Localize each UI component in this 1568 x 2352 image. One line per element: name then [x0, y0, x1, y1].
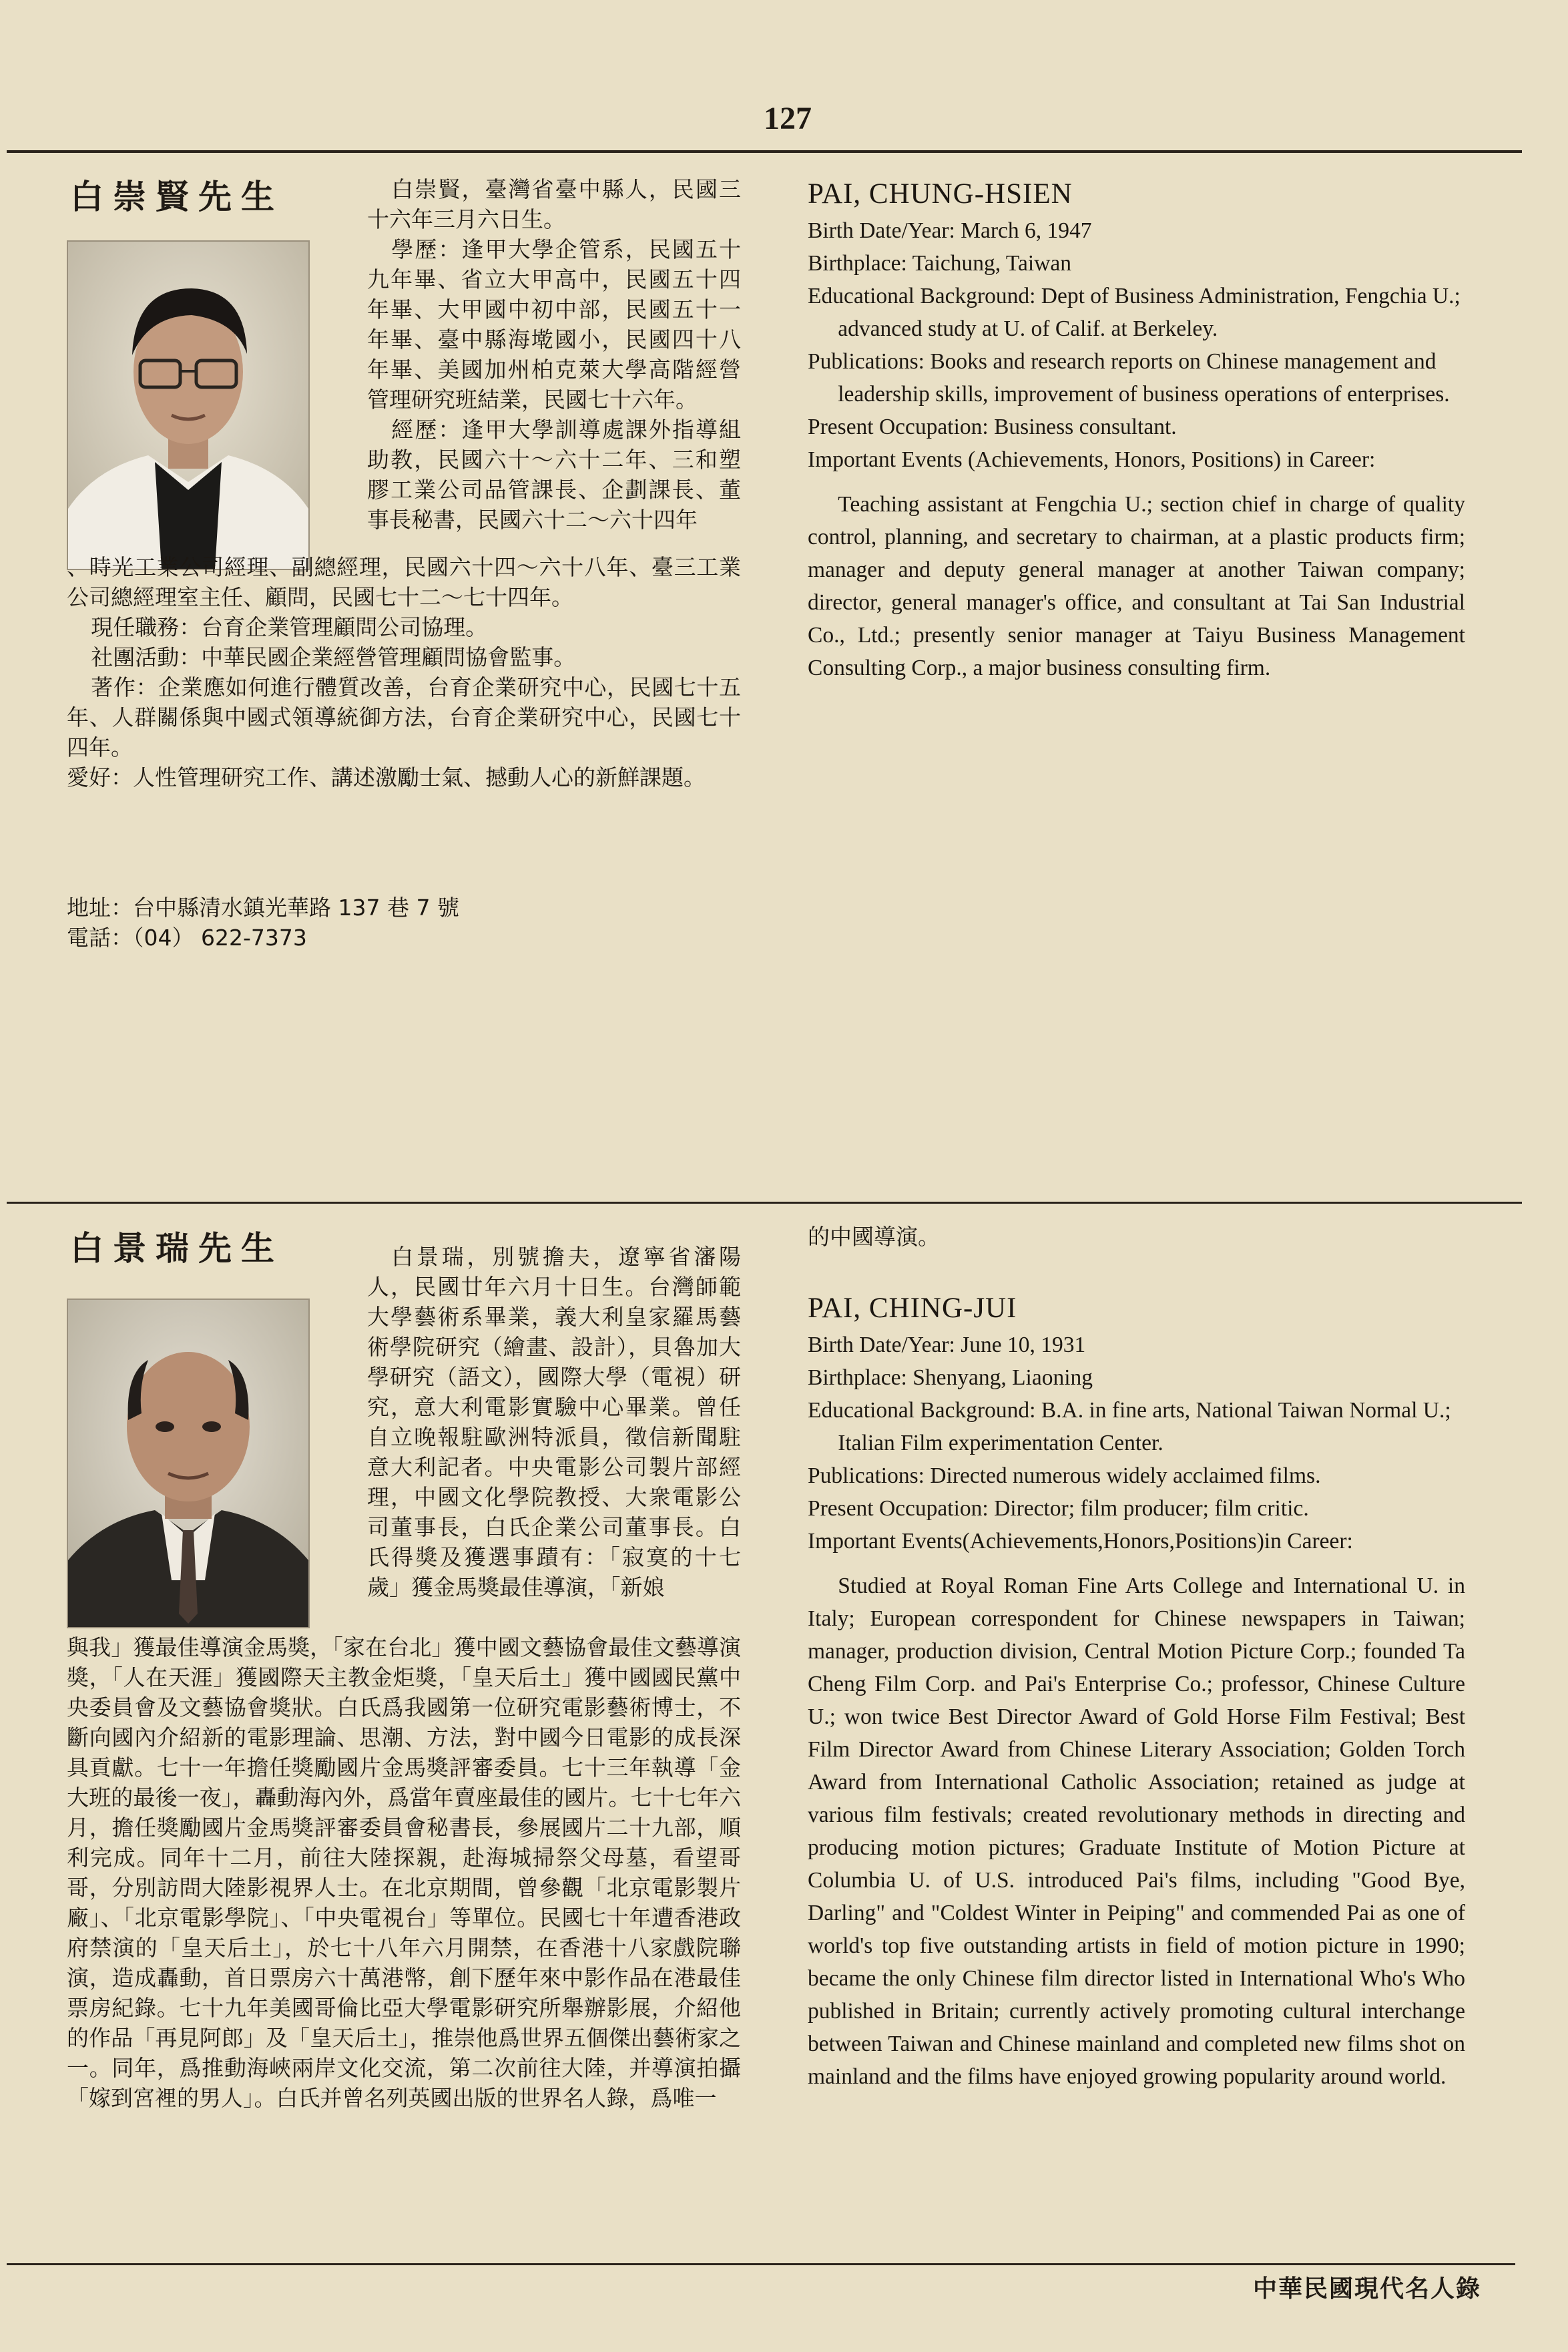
zh-intro: 白崇賢，臺灣省臺中縣人，民國三十六年三月六日生。 [367, 176, 741, 232]
zh-bio-text-lower: 與我」獲最佳導演金馬獎，「家在台北」獲中國文藝協會最佳文藝導演獎，「人在天涯」獲國際天主教金炬獎，「皇天后土」獲中國國民黨中央委員會及文藝協會獎狀。白氏爲我國第一位研究電影藝術博士，不斷向國內介紹新的電影理論、思潮、方法，對中國今日電影的成長深具貢獻。七十一年擔任獎勵國片金馬獎評審委員。七十三年執導「金大班的最後一夜」，轟動海內外，爲當年賣座最佳的國片。七十七年六月，擔任獎勵國片金馬獎評審委員會秘書長，參展國片二十九部，順利完成。同年十二月，前往大陸探親，赴海城掃祭父母墓，看望哥哥，分別訪問大陸影視界人士。在北京期間，曾參觀「北京電影製片廠」、「北京電影學院」、「中央電視台」等單位。民國七十年遭香港政府禁演的「皇天后土」，於七十八年六月開禁，在香港十八家戲院聯演，造成轟動，首日票房六十萬港幣，創下歷年來中影作品在港最佳票房紀錄。七十九年美國哥倫比亞大學電影研究所舉辦影展，介紹他的作品「再見阿郎」及「皇天后土」，推崇他爲世界五個傑出藝術家之一。同年，爲推動海峽兩岸文化交流，第二次前往大陸，并導演拍攝「嫁到宮裡的男人」。白氏并曾名列英國出版的世界名人錄，爲唯一 [67, 1634, 741, 2111]
en-events-heading: Important Events (Achievements, Honors, Positions) in Career: [808, 447, 1376, 472]
zh-bio-upper [367, 174, 741, 535]
zh-bio-lower [67, 1632, 741, 2113]
en-birthplace: Birthplace: Taichung, Taiwan [808, 251, 1072, 276]
page-number: 127 [764, 101, 812, 136]
en-occupation: Present Occupation: Director; film producer; film critic. [808, 1496, 1309, 1521]
zh-bio-upper [367, 1242, 741, 1602]
zh-current-position: 現任職務：台育企業管理顧問公司協理。 [91, 614, 488, 640]
zh-bio-lower [67, 552, 741, 792]
en-occupation: Present Occupation: Business consultant. [808, 415, 1177, 439]
entry-name-zh: 白景瑞先生 [70, 1229, 284, 1268]
zh-publications: 著作：企業應如何進行體質改善，台育企業研究中心，民國七十五年、人群關係與中國式領導統御方法，台育企業研究中心，民國七十四年。 [67, 674, 741, 760]
zh-bio-continuation [808, 1222, 1465, 1252]
running-footer: 中華民國現代名人錄 [1252, 2275, 1481, 2303]
zh-experience: 經歷：逢甲大學訓導處課外指導組助教，民國六十～六十二年、三和塑膠工業公司品管課長、企劃課長、董事長秘書，民國六十二～六十四年 [367, 417, 741, 533]
entry-name-en: PAI, CHUNG-HSIEN [808, 178, 1073, 210]
en-bio [808, 1288, 1465, 2093]
entry-name-zh: 白崇賢先生 [70, 178, 284, 216]
zh-contact [67, 893, 741, 953]
zh-experience-cont: 、時光工業公司經理、副總經理，民國六十四～六十八年、臺三工業公司總經理室主任、顧問，民國七十二～七十四年。 [67, 554, 741, 610]
en-birth-date: Birth Date/Year: March 6, 1947 [808, 218, 1092, 243]
en-career-paragraph: Teaching assistant at Fengchia U.; section chief in charge of quality control, planning, and secretary to chairman, at a plastic products firm; manager and deputy general manager at another Taiwan company; director, general manager's office, and consultant at Tai San Industrial Co., Ltd.; presently senior manager at Taiyu Business Management Consulting Corp., a major business consulting firm. [808, 492, 1465, 680]
entry-pai-ching-jui [0, 1222, 1568, 2263]
zh-social-activities: 社團活動：中華民國企業經營管理顧問協會監事。 [91, 644, 576, 670]
en-publications: Publications: Directed numerous widely acclaimed films. [808, 1463, 1321, 1488]
entry-pai-chung-hsien [0, 170, 1568, 1185]
en-bio [808, 174, 1465, 684]
en-birth-date: Birth Date/Year: June 10, 1931 [808, 1333, 1086, 1357]
bottom-rule [7, 2263, 1515, 2265]
en-education: Educational Background: Dept of Business Administration, Fengchia U.; advanced study at U. of Calif. at Berkeley. [808, 284, 1461, 341]
portrait-illustration [68, 242, 308, 569]
zh-bio-text-end: 的中國導演。 [808, 1224, 940, 1250]
zh-address: 地址：台中縣清水鎮光華路 137 巷 7 號 [67, 895, 459, 921]
zh-hobbies: 愛好：人性管理研究工作、講述激勵士氣、撼動人心的新鮮課題。 [67, 764, 706, 790]
en-career-paragraph: Studied at Royal Roman Fine Arts College and International U. in Italy; European correspondent for Chinese newspapers in Taiwan; manager, production division, Central Motion Picture Corp.; founded Ta Cheng Film Corp. and Pai's Enterprise Co.; professor, Chinese Culture U.; won twice Best Director Award of Gold Horse Film Festival; Best Film Director Award from Chinese Literary Association; Golden Torch Award from International Catholic Association; retained as judge at various film festivals; created revolutionary methods in directing and producing motion pictures; Graduate Institute of Motion Picture at Columbia U. of U.S. introduced Pai's films, including "Good Bye, Darling" and "Coldest Winter in Peiping" and commended Pai as one of world's top five outstanding artists in field of motion picture in 1990; became the only Chinese film director listed in International Who's Who published in Britain; currently actively promoting cultural interchange between Taiwan and Chinese mainland and completed new films shot on mainland and the films have enjoyed growing popularity around world. [808, 1574, 1465, 2089]
top-rule [7, 150, 1522, 153]
en-birthplace: Birthplace: Shenyang, Liaoning [808, 1365, 1093, 1390]
middle-rule [7, 1202, 1522, 1204]
en-publications: Publications: Books and research reports on Chinese management and leadership skills, improvement of business operations of enterprises. [808, 349, 1450, 407]
en-education: Educational Background: B.A. in fine arts, National Taiwan Normal U.; Italian Film experimentation Center. [808, 1398, 1451, 1455]
en-events-heading: Important Events(Achievements,Honors,Positions)in Career: [808, 1529, 1353, 1554]
portrait-illustration [68, 1300, 308, 1627]
zh-phone: 電話：（04） 622-7373 [67, 925, 307, 951]
portrait-photo [67, 1299, 310, 1628]
zh-bio-text-upper: 白景瑞，別號擔夫，遼寧省瀋陽人，民國廿年六月十日生。台灣師範大學藝術系畢業，義大利皇家羅馬藝術學院研究（繪畫、設計），貝魯加大學研究（語文），國際大學（電視）研究，意大利電影實驗中心畢業。曾任自立晚報駐歐洲特派員，徵信新聞駐意大利記者。中央電影公司製片部經理，中國文化學院教授、大衆電影公司董事長，白氏企業公司董事長。白氏得獎及獲選事蹟有：「寂寞的十七歲」獲金馬獎最佳導演，「新娘 [367, 1244, 741, 1600]
zh-education: 學歷：逢甲大學企管系，民國五十九年畢、省立大甲高中，民國五十四年畢、大甲國中初中部，民國五十一年畢、臺中縣海墘國小，民國四十八年畢、美國加州柏克萊大學高階經營管理研究班結業，民國七十六年。 [367, 236, 741, 413]
portrait-photo [67, 240, 310, 570]
entry-name-en: PAI, CHING-JUI [808, 1292, 1017, 1324]
